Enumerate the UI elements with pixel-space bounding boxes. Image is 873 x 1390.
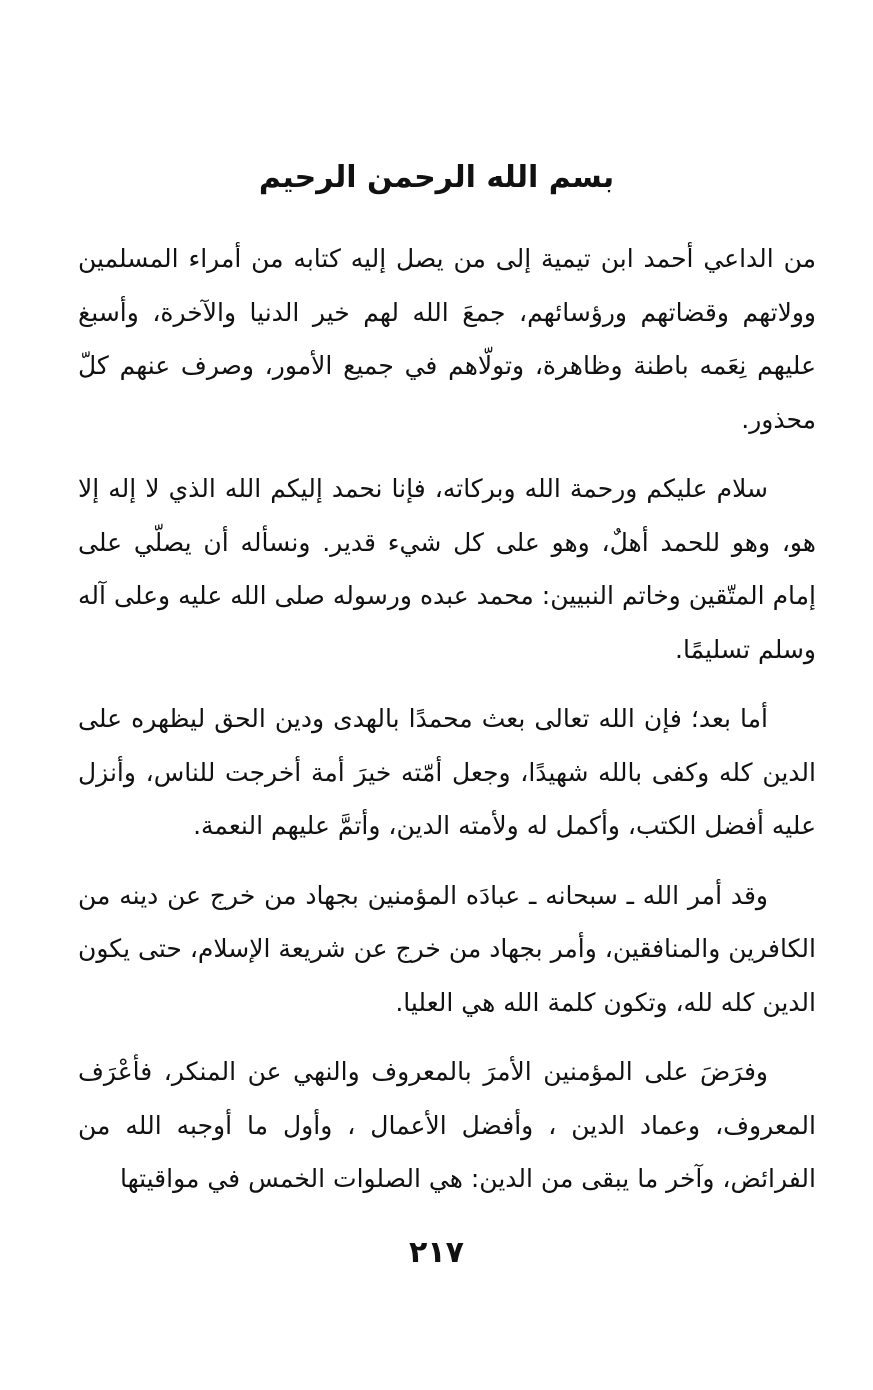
body-text: [78, 232, 816, 1206]
page-number: ٢١٧: [409, 1235, 464, 1270]
paragraph-amma-baad: أما بعد؛ فإن الله تعالى بعث محمدًا بالهدى ودين الحق ليظهره على الدين كله وكفى بالله شهيدًا، وجعل أمّته خيرَ أمة أخرجت للناس، وأنزل عليه أفضل الكتب، وأكمل له ولأمته الدين، وأتمَّ عليهم النعمة.: [78, 704, 816, 840]
paragraph-greeting: سلام عليكم ورحمة الله وبركاته، فإنا نحمد إليكم الله الذي لا إله إلا هو، وهو للحمد أهلٌ، وهو على كل شيء قدير. ونسأله أن يصلّي على إمام المتّقين وخاتم النبيين: محمد عبده ورسوله صلى الله عليه وعلى آله وسلم تسليمًا.: [78, 474, 816, 664]
paragraph-enjoining-good: وفرَضَ على المؤمنين الأمرَ بالمعروف والنهي عن المنكر، فأعْرَف المعروف، وعماد الدين ، وأفضل الأعمال ، وأول ما أوجبه الله من الفرائض، وآخر ما يبقى من الدين: هي الصلوات الخمس في مواقيتها: [78, 1057, 816, 1193]
paragraph-jihad: وقد أمر الله ـ سبحانه ـ عبادَه المؤمنين بجهاد من خرج عن دينه من الكافرين والمنافقين، وأمر بجهاد من خرج عن شريعة الإسلام، حتى يكون الدين كله لله، وتكون كلمة الله هي العليا.: [78, 880, 816, 1017]
basmala-heading: بسم الله الرحمن الرحيم: [258, 160, 615, 195]
paragraph-opening: من الداعي أحمد ابن تيمية إلى من يصل إليه كتابه من أمراء المسلمين وولاتهم وقضاتهم ورؤسائهم، جمعَ الله لهم خير الدنيا والآخرة، وأسبغ عليهم نِعَمه باطنة وظاهرة، وتولّاهم في جميع الأمور، وصرف عنهم كلّ محذور.: [78, 244, 816, 434]
